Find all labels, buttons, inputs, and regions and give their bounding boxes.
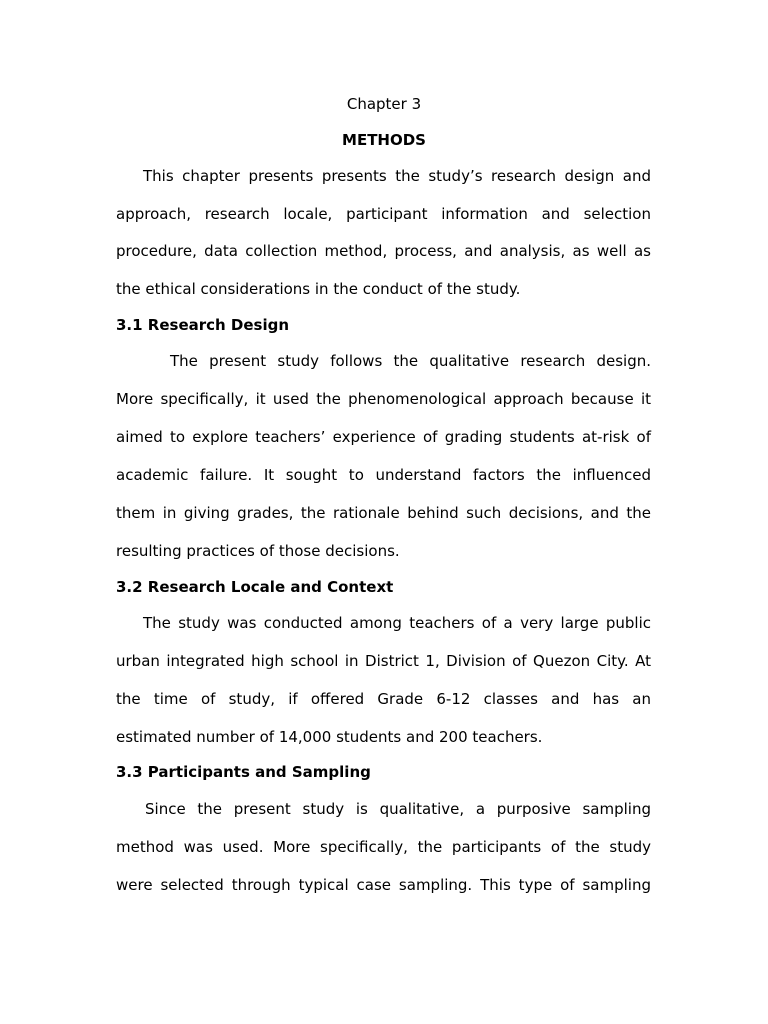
section-heading: 3.2 Research Locale and Context: [116, 578, 394, 596]
intro-line: procedure, data collection method, process, and analysis, as well as: [116, 242, 651, 260]
section-line: The present study follows the qualitative research design.: [170, 352, 651, 370]
section-line: resulting practices of those decisions.: [116, 542, 400, 560]
section-line: method was used. More specifically, the participants of the study: [116, 838, 651, 856]
section-line: academic failure. It sought to understand factors the influenced: [116, 466, 651, 484]
section-line: More specifically, it used the phenomenological approach because it: [116, 390, 651, 408]
section-line: the time of study, if offered Grade 6-12 classes and has an: [116, 690, 651, 708]
section-line: Since the present study is qualitative, a purposive sampling: [145, 800, 651, 818]
intro-line: approach, research locale, participant information and selection: [116, 205, 651, 223]
section-line: were selected through typical case sampling. This type of sampling: [116, 876, 651, 894]
section-line: The study was conducted among teachers of a very large public: [143, 614, 651, 632]
intro-line: the ethical considerations in the conduct of the study.: [116, 280, 521, 298]
section-heading: 3.1 Research Design: [116, 316, 290, 334]
section-line: urban integrated high school in District 1, Division of Quezon City. At: [116, 652, 651, 670]
chapter-title: METHODS: [342, 131, 426, 149]
section-line: aimed to explore teachers’ experience of grading students at-risk of: [116, 428, 651, 446]
intro-line: This chapter presents presents the study’s research design and: [143, 167, 651, 185]
section-line: estimated number of 14,000 students and 200 teachers.: [116, 728, 543, 746]
section-heading: 3.3 Participants and Sampling: [116, 763, 371, 781]
chapter-label: Chapter 3: [346, 95, 422, 113]
section-line: them in giving grades, the rationale behind such decisions, and the: [116, 504, 651, 522]
